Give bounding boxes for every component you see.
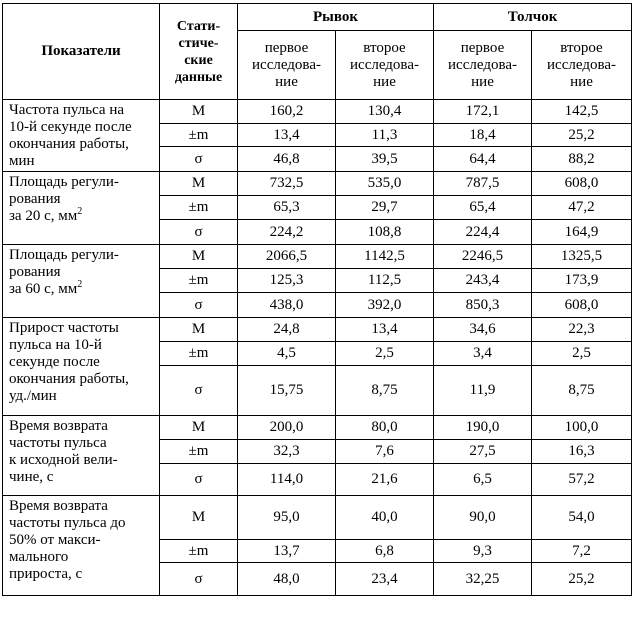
cell-value: 16,3 [532, 440, 632, 464]
stat-mean: М [160, 496, 238, 540]
header-sub-line: ние [570, 73, 593, 90]
cell-value: 732,5 [238, 172, 336, 196]
superscript: 2 [77, 206, 83, 217]
cell-value: 13,7 [238, 540, 336, 563]
cell-value: 438,0 [238, 293, 336, 318]
header-sub-line: второе [560, 39, 603, 56]
table-row [3, 318, 632, 342]
cell-value: 608,0 [532, 172, 632, 196]
stat-mean: М [160, 100, 238, 124]
indicator-regulation-area-60s [3, 245, 160, 318]
cell-value: 1142,5 [336, 245, 434, 269]
cell-value: 200,0 [238, 416, 336, 440]
stat-error: ±m [160, 440, 238, 464]
indicator-line: Площадь регули- [9, 174, 119, 190]
table-row [3, 172, 632, 196]
header-sub-line: исследова- [350, 56, 419, 73]
stat-mean: М [160, 172, 238, 196]
cell-value: 11,9 [434, 366, 532, 416]
header-jerk-first-study [434, 31, 532, 100]
indicator-line: Частота пульса на [9, 102, 124, 118]
cell-value: 13,4 [336, 318, 434, 342]
cell-value: 57,2 [532, 464, 632, 496]
indicator-line: уд./мин [9, 388, 57, 404]
stat-mean: М [160, 318, 238, 342]
cell-value: 32,3 [238, 440, 336, 464]
cell-value: 65,3 [238, 196, 336, 220]
header-sub-line: исследова- [547, 56, 616, 73]
header-stat-line: ские [184, 52, 213, 68]
cell-value: 48,0 [238, 563, 336, 596]
indicator-line: мин [9, 153, 35, 169]
cell-value: 80,0 [336, 416, 434, 440]
cell-value: 7,6 [336, 440, 434, 464]
cell-value: 392,0 [336, 293, 434, 318]
indicator-text: за 20 с, мм [9, 208, 78, 224]
header-sub-line: исследова- [448, 56, 517, 73]
cell-value: 39,5 [336, 147, 434, 172]
indicator-line: мального [9, 549, 69, 565]
table-row [3, 245, 632, 269]
cell-value: 164,9 [532, 220, 632, 245]
indicator-line: Прирост частоты [9, 320, 119, 336]
cell-value: 142,5 [532, 100, 632, 124]
indicator-return-time-baseline [3, 416, 160, 496]
cell-value: 32,25 [434, 563, 532, 596]
indicator-regulation-area-20s [3, 172, 160, 245]
header-group-jerk: Толчок [434, 4, 632, 31]
cell-value: 29,7 [336, 196, 434, 220]
cell-value: 23,4 [336, 563, 434, 596]
cell-value: 46,8 [238, 147, 336, 172]
cell-value: 27,5 [434, 440, 532, 464]
table-row [3, 416, 632, 440]
indicator-line: 50% от макси- [9, 532, 101, 548]
header-stat-line: стиче- [178, 35, 219, 51]
indicator-line: частоты пульса до [9, 515, 126, 531]
cell-value: 608,0 [532, 293, 632, 318]
cell-value: 88,2 [532, 147, 632, 172]
cell-value: 9,3 [434, 540, 532, 563]
indicator-line: окончания работы, [9, 136, 129, 152]
indicator-line: 10-й секунде после [9, 119, 132, 135]
indicator-pulse-increase-10s [3, 318, 160, 416]
data-table [2, 3, 632, 596]
indicator-line [9, 208, 156, 225]
cell-value: 11,3 [336, 124, 434, 147]
indicator-line: прироста, с [9, 566, 83, 582]
cell-value: 535,0 [336, 172, 434, 196]
stat-sigma: σ [160, 563, 238, 596]
header-sub-line: исследова- [252, 56, 321, 73]
header-stat-line: данные [174, 69, 223, 85]
cell-value: 173,9 [532, 269, 632, 293]
stat-error: ±m [160, 540, 238, 563]
stat-sigma: σ [160, 464, 238, 496]
cell-value: 2,5 [336, 342, 434, 366]
indicator-line: окончания работы, [9, 371, 129, 387]
cell-value: 6,8 [336, 540, 434, 563]
stat-sigma: σ [160, 366, 238, 416]
cell-value: 54,0 [532, 496, 632, 540]
stat-sigma: σ [160, 220, 238, 245]
stat-error: ±m [160, 196, 238, 220]
cell-value: 18,4 [434, 124, 532, 147]
cell-value: 2,5 [532, 342, 632, 366]
cell-value: 160,2 [238, 100, 336, 124]
indicator-line: Время возврата [9, 418, 108, 434]
indicator-line: рования [9, 191, 61, 207]
header-snatch-second-study [336, 31, 434, 100]
cell-value: 64,4 [434, 147, 532, 172]
cell-value: 15,75 [238, 366, 336, 416]
cell-value: 172,1 [434, 100, 532, 124]
stat-mean: М [160, 416, 238, 440]
cell-value: 190,0 [434, 416, 532, 440]
superscript: 2 [77, 279, 83, 290]
header-jerk-second-study [532, 31, 632, 100]
indicator-line: рования [9, 264, 61, 280]
cell-value: 4,5 [238, 342, 336, 366]
cell-value: 100,0 [532, 416, 632, 440]
cell-value: 13,4 [238, 124, 336, 147]
indicator-line: к исходной вели- [9, 452, 118, 468]
table-row [3, 100, 632, 124]
cell-value: 6,5 [434, 464, 532, 496]
cell-value: 130,4 [336, 100, 434, 124]
header-sub-line: ние [373, 73, 396, 90]
cell-value: 108,8 [336, 220, 434, 245]
cell-value: 243,4 [434, 269, 532, 293]
cell-value: 22,3 [532, 318, 632, 342]
cell-value: 3,4 [434, 342, 532, 366]
cell-value: 40,0 [336, 496, 434, 540]
stat-mean: М [160, 245, 238, 269]
stat-error: ±m [160, 342, 238, 366]
header-group-snatch: Рывок [238, 4, 434, 31]
header-sub-line: ние [471, 73, 494, 90]
cell-value: 25,2 [532, 563, 632, 596]
indicator-line: пульса на 10-й [9, 337, 102, 353]
indicator-line [9, 281, 156, 298]
table-row [3, 496, 632, 540]
cell-value: 21,6 [336, 464, 434, 496]
indicator-line: частоты пульса [9, 435, 107, 451]
header-stat-line: Стати- [176, 18, 221, 34]
cell-value: 850,3 [434, 293, 532, 318]
indicator-pulse-rate-10s [3, 100, 160, 172]
cell-value: 34,6 [434, 318, 532, 342]
stat-sigma: σ [160, 293, 238, 318]
indicator-return-time-50pct [3, 496, 160, 596]
cell-value: 8,75 [532, 366, 632, 416]
cell-value: 7,2 [532, 540, 632, 563]
cell-value: 25,2 [532, 124, 632, 147]
cell-value: 114,0 [238, 464, 336, 496]
cell-value: 2246,5 [434, 245, 532, 269]
stat-error: ±m [160, 124, 238, 147]
stat-error: ±m [160, 269, 238, 293]
indicator-text: за 60 с, мм [9, 281, 78, 297]
indicator-line: секунде после [9, 354, 100, 370]
stat-sigma: σ [160, 147, 238, 172]
indicator-line: чине, с [9, 469, 54, 485]
header-sub-line: ние [275, 73, 298, 90]
cell-value: 24,8 [238, 318, 336, 342]
cell-value: 8,75 [336, 366, 434, 416]
header-statistics [160, 4, 238, 100]
header-indicators: Показатели [3, 4, 160, 100]
cell-value: 47,2 [532, 196, 632, 220]
header-sub-line: первое [264, 39, 309, 56]
cell-value: 224,2 [238, 220, 336, 245]
cell-value: 224,4 [434, 220, 532, 245]
cell-value: 2066,5 [238, 245, 336, 269]
cell-value: 65,4 [434, 196, 532, 220]
indicator-line: Площадь регули- [9, 247, 119, 263]
cell-value: 90,0 [434, 496, 532, 540]
cell-value: 125,3 [238, 269, 336, 293]
header-sub-line: первое [460, 39, 505, 56]
indicator-line: Время возврата [9, 498, 108, 514]
cell-value: 1325,5 [532, 245, 632, 269]
cell-value: 95,0 [238, 496, 336, 540]
cell-value: 787,5 [434, 172, 532, 196]
cell-value: 112,5 [336, 269, 434, 293]
header-sub-line: второе [363, 39, 406, 56]
header-snatch-first-study [238, 31, 336, 100]
